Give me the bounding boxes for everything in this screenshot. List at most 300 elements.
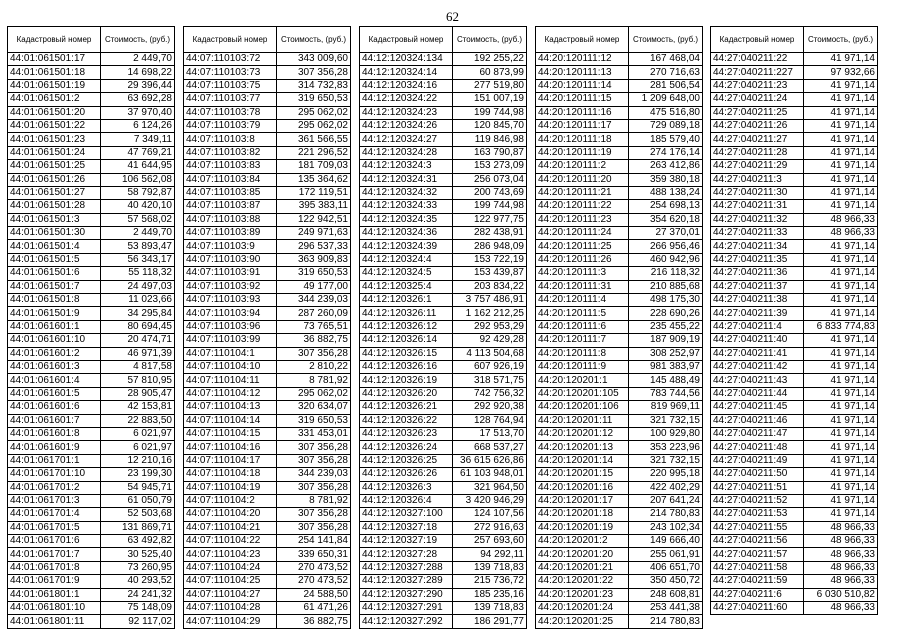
cost-cell: 163 790,87 (453, 146, 527, 159)
table-row (536, 200, 703, 213)
table-row (536, 414, 703, 427)
table-row (711, 575, 878, 588)
table-row (184, 401, 351, 414)
table-row (536, 160, 703, 173)
cost-cell: 14 698,22 (101, 66, 175, 79)
cost-cell: 73 765,51 (277, 320, 351, 333)
table-row (711, 146, 878, 159)
table-row (536, 79, 703, 92)
cost-cell: 292 953,29 (453, 320, 527, 333)
cadastral-number-cell: 44:27:040211:56 (711, 535, 804, 548)
table-header-row (536, 27, 703, 53)
cost-cell: 395 383,11 (277, 200, 351, 213)
cost-cell: 41 971,14 (804, 494, 878, 507)
cadastral-number-cell: 44:20:120111:3 (536, 267, 629, 280)
cadastral-number-cell: 44:27:040211:43 (711, 374, 804, 387)
cost-cell: 406 651,70 (629, 561, 703, 574)
cost-cell: 149 666,40 (629, 535, 703, 548)
cadastral-number-cell: 44:01:061501:7 (8, 280, 101, 293)
cadastral-number-cell: 44:12:120324:16 (360, 79, 453, 92)
cadastral-number-cell: 44:20:120111:6 (536, 320, 629, 333)
cost-cell: 80 694,45 (101, 320, 175, 333)
cadastral-number-cell: 44:20:120111:21 (536, 186, 629, 199)
cadastral-number-cell: 44:20:120111:16 (536, 106, 629, 119)
cadastral-number-cell: 44:01:061501:4 (8, 240, 101, 253)
cadastral-number-cell: 44:20:120111:13 (536, 66, 629, 79)
cadastral-number-cell: 44:27:040211:59 (711, 575, 804, 588)
cost-cell: 34 295,84 (101, 307, 175, 320)
cost-cell: 344 239,03 (277, 294, 351, 307)
header-cost: Стоимость, (руб.) (629, 27, 703, 53)
cost-cell: 475 516,80 (629, 106, 703, 119)
cadastral-number-cell: 44:01:061801:11 (8, 615, 101, 628)
table-row (8, 253, 175, 266)
table-row (360, 53, 527, 66)
cadastral-number-cell: 44:27:040211:6 (711, 588, 804, 601)
cost-cell: 295 062,02 (277, 106, 351, 119)
table-row (360, 575, 527, 588)
table-row (536, 146, 703, 159)
table-row (8, 441, 175, 454)
table-row (711, 213, 878, 226)
cost-cell: 94 292,11 (453, 548, 527, 561)
table-row (8, 374, 175, 387)
table-row (536, 588, 703, 601)
cadastral-number-cell: 44:20:120201:2 (536, 535, 629, 548)
cost-cell: 319 650,53 (277, 414, 351, 427)
header-cadastral-number: Кадастровый номер (8, 27, 101, 53)
cadastral-number-cell: 44:07:110103:99 (184, 334, 277, 347)
cadastral-number-cell: 44:20:120111:15 (536, 93, 629, 106)
cost-cell: 92 117,02 (101, 615, 175, 628)
table-row (536, 280, 703, 293)
table-row (184, 508, 351, 521)
cadastral-number-cell: 44:12:120327:289 (360, 575, 453, 588)
table-row (360, 213, 527, 226)
cost-cell: 3 757 486,91 (453, 294, 527, 307)
cadastral-number-cell: 44:01:061701:3 (8, 494, 101, 507)
table-row (184, 93, 351, 106)
table-row (184, 280, 351, 293)
cadastral-number-cell: 44:20:120201:106 (536, 401, 629, 414)
cost-cell: 1 209 648,00 (629, 93, 703, 106)
table-row (8, 427, 175, 440)
table-row (536, 508, 703, 521)
cadastral-number-cell: 44:20:120201:23 (536, 588, 629, 601)
cadastral-number-cell: 44:20:120111:8 (536, 347, 629, 360)
table-row (360, 186, 527, 199)
cost-cell: 58 792,87 (101, 186, 175, 199)
cost-cell: 361 566,55 (277, 133, 351, 146)
cadastral-number-cell: 44:12:120324:5 (360, 267, 453, 280)
table-row (8, 267, 175, 280)
cost-cell: 92 429,28 (453, 334, 527, 347)
table-row (8, 213, 175, 226)
cost-cell: 41 971,14 (804, 427, 878, 440)
cadastral-number-cell: 44:07:110104:27 (184, 588, 277, 601)
table-row (360, 173, 527, 186)
cost-cell: 286 948,09 (453, 240, 527, 253)
table-row (184, 334, 351, 347)
table-row (711, 427, 878, 440)
cost-cell: 4 113 504,68 (453, 347, 527, 360)
cadastral-number-cell: 44:20:120111:31 (536, 280, 629, 293)
cadastral-number-cell: 44:07:110104:16 (184, 441, 277, 454)
cost-cell: 56 343,17 (101, 253, 175, 266)
table-row (536, 347, 703, 360)
table-row (711, 602, 878, 615)
table-row (360, 93, 527, 106)
table-row (536, 267, 703, 280)
table-row (711, 401, 878, 414)
table-row (184, 548, 351, 561)
table-row (8, 481, 175, 494)
table-row (184, 53, 351, 66)
table-row (184, 615, 351, 628)
cost-cell: 41 971,14 (804, 454, 878, 467)
cost-cell: 42 153,81 (101, 401, 175, 414)
cadastral-number-cell: 44:12:120327:19 (360, 535, 453, 548)
table-row (8, 334, 175, 347)
cost-cell: 314 732,83 (277, 79, 351, 92)
table-row (711, 280, 878, 293)
cost-cell: 270 716,63 (629, 66, 703, 79)
cadastral-number-cell: 44:27:040211:41 (711, 347, 804, 360)
cadastral-table-5 (710, 26, 878, 615)
cost-cell: 181 709,03 (277, 160, 351, 173)
table-row (8, 508, 175, 521)
cost-cell: 41 971,14 (804, 119, 878, 132)
table-row (711, 481, 878, 494)
cadastral-number-cell: 44:12:120324:33 (360, 200, 453, 213)
cadastral-number-cell: 44:20:120201:21 (536, 561, 629, 574)
cadastral-number-cell: 44:01:061601:9 (8, 441, 101, 454)
cadastral-number-cell: 44:01:061501:20 (8, 106, 101, 119)
cost-cell: 498 175,30 (629, 294, 703, 307)
cadastral-number-cell: 44:12:120324:27 (360, 133, 453, 146)
table-row (536, 602, 703, 615)
cost-cell: 344 239,03 (277, 468, 351, 481)
cadastral-number-cell: 44:12:120324:14 (360, 66, 453, 79)
cadastral-number-cell: 44:20:120111:22 (536, 200, 629, 213)
cost-cell: 12 210,16 (101, 454, 175, 467)
cost-cell: 135 364,62 (277, 173, 351, 186)
cost-cell: 41 971,14 (804, 280, 878, 293)
cost-cell: 124 107,56 (453, 508, 527, 521)
cadastral-number-cell: 44:12:120326:12 (360, 320, 453, 333)
table-row (184, 294, 351, 307)
header-cadastral-number: Кадастровый номер (536, 27, 629, 53)
header-cost: Стоимость, (руб.) (277, 27, 351, 53)
cost-cell: 63 492,82 (101, 535, 175, 548)
cadastral-number-cell: 44:12:120327:28 (360, 548, 453, 561)
table-row (711, 227, 878, 240)
cost-cell: 61 103 948,01 (453, 468, 527, 481)
table-row (360, 401, 527, 414)
cost-cell: 41 971,14 (804, 133, 878, 146)
cost-cell: 199 744,98 (453, 200, 527, 213)
cadastral-number-cell: 44:07:110103:87 (184, 200, 277, 213)
table-row (8, 535, 175, 548)
cadastral-number-cell: 44:12:120327:288 (360, 561, 453, 574)
table-row (184, 588, 351, 601)
cost-cell: 63 692,28 (101, 93, 175, 106)
cadastral-number-cell: 44:12:120327:290 (360, 588, 453, 601)
table-row (711, 588, 878, 601)
cost-cell: 41 971,14 (804, 508, 878, 521)
cadastral-number-cell: 44:01:061501:5 (8, 253, 101, 266)
table-row (184, 133, 351, 146)
cost-cell: 321 732,15 (629, 454, 703, 467)
cost-cell: 282 438,91 (453, 227, 527, 240)
table-row (711, 106, 878, 119)
cost-cell: 41 644,95 (101, 160, 175, 173)
cadastral-number-cell: 44:20:120201:12 (536, 427, 629, 440)
cadastral-number-cell: 44:07:110104:23 (184, 548, 277, 561)
cost-cell: 36 882,75 (277, 334, 351, 347)
cost-cell: 122 942,51 (277, 213, 351, 226)
table-row (8, 468, 175, 481)
table-row (536, 106, 703, 119)
cadastral-number-cell: 44:20:120201:105 (536, 387, 629, 400)
cost-cell: 319 650,53 (277, 93, 351, 106)
table-row (8, 294, 175, 307)
table-row (360, 561, 527, 574)
cost-cell: 41 971,14 (804, 240, 878, 253)
table-row (536, 454, 703, 467)
table-row (184, 267, 351, 280)
cadastral-number-cell: 44:07:110104:1 (184, 347, 277, 360)
cadastral-number-cell: 44:27:040211:25 (711, 106, 804, 119)
cadastral-number-cell: 44:20:120111:7 (536, 334, 629, 347)
cost-cell: 41 971,14 (804, 401, 878, 414)
cadastral-number-cell: 44:27:040211:51 (711, 481, 804, 494)
cost-cell: 153 439,87 (453, 267, 527, 280)
cost-cell: 350 450,72 (629, 575, 703, 588)
cadastral-number-cell: 44:12:120324:22 (360, 93, 453, 106)
cost-cell: 248 608,81 (629, 588, 703, 601)
cost-cell: 235 455,22 (629, 320, 703, 333)
cost-cell: 48 966,33 (804, 561, 878, 574)
cadastral-number-cell: 44:27:040211:24 (711, 93, 804, 106)
cost-cell: 272 916,63 (453, 521, 527, 534)
cadastral-number-cell: 44:27:040211:31 (711, 200, 804, 213)
table-row (711, 387, 878, 400)
table-row (360, 160, 527, 173)
table-row (184, 468, 351, 481)
table-row (360, 441, 527, 454)
table-row (184, 360, 351, 373)
cost-cell: 307 356,28 (277, 347, 351, 360)
cadastral-number-cell: 44:12:120324:134 (360, 53, 453, 66)
table-row (711, 468, 878, 481)
cost-cell: 48 966,33 (804, 521, 878, 534)
table-row (711, 334, 878, 347)
cadastral-number-cell: 44:01:061601:8 (8, 427, 101, 440)
table-row (360, 79, 527, 92)
cost-cell: 354 620,18 (629, 213, 703, 226)
cost-cell: 46 971,39 (101, 347, 175, 360)
cost-cell: 139 718,83 (453, 602, 527, 615)
cost-cell: 73 260,95 (101, 561, 175, 574)
cost-cell: 122 977,75 (453, 213, 527, 226)
cadastral-number-cell: 44:07:110103:9 (184, 240, 277, 253)
cadastral-number-cell: 44:01:061601:7 (8, 414, 101, 427)
table-row (536, 615, 703, 628)
cadastral-number-cell: 44:27:040211:33 (711, 227, 804, 240)
cadastral-number-cell: 44:07:110104:17 (184, 454, 277, 467)
cadastral-number-cell: 44:07:110103:85 (184, 186, 277, 199)
cadastral-number-cell: 44:12:120324:36 (360, 227, 453, 240)
cadastral-number-cell: 44:20:120111:20 (536, 173, 629, 186)
table-row (536, 441, 703, 454)
cost-cell: 321 732,15 (629, 414, 703, 427)
table-row (360, 387, 527, 400)
cost-cell: 57 810,95 (101, 374, 175, 387)
cost-cell: 460 942,96 (629, 253, 703, 266)
cadastral-number-cell: 44:20:120111:2 (536, 160, 629, 173)
table-row (711, 53, 878, 66)
cadastral-number-cell: 44:07:110104:18 (184, 468, 277, 481)
cadastral-number-cell: 44:01:061801:10 (8, 602, 101, 615)
cadastral-number-cell: 44:12:120324:3 (360, 160, 453, 173)
cadastral-number-cell: 44:20:120201:22 (536, 575, 629, 588)
cadastral-number-cell: 44:07:110104:24 (184, 561, 277, 574)
cadastral-number-cell: 44:07:110103:72 (184, 53, 277, 66)
cadastral-number-cell: 44:27:040211:4 (711, 320, 804, 333)
cadastral-number-cell: 44:27:040211:42 (711, 360, 804, 373)
cadastral-number-cell: 44:20:120111:25 (536, 240, 629, 253)
table-row (536, 494, 703, 507)
cadastral-number-cell: 44:27:040211:55 (711, 521, 804, 534)
table-row (711, 173, 878, 186)
cost-cell: 257 693,60 (453, 535, 527, 548)
cost-cell: 296 537,33 (277, 240, 351, 253)
cadastral-number-cell: 44:01:061801:1 (8, 588, 101, 601)
table-row (536, 93, 703, 106)
table-row (184, 186, 351, 199)
cadastral-number-cell: 44:12:120324:35 (360, 213, 453, 226)
cost-cell: 254 141,84 (277, 535, 351, 548)
cost-cell: 185 579,40 (629, 133, 703, 146)
cadastral-number-cell: 44:07:110104:28 (184, 602, 277, 615)
cadastral-number-cell: 44:01:061701:10 (8, 468, 101, 481)
table-row (360, 119, 527, 132)
cadastral-number-cell: 44:12:120326:15 (360, 347, 453, 360)
table-row (8, 66, 175, 79)
table-row (536, 481, 703, 494)
cadastral-number-cell: 44:27:040211:46 (711, 414, 804, 427)
table-row (8, 615, 175, 628)
cadastral-number-cell: 44:27:040211:50 (711, 468, 804, 481)
table-row (8, 561, 175, 574)
table-row (711, 441, 878, 454)
cost-cell: 215 736,72 (453, 575, 527, 588)
cadastral-number-cell: 44:07:110104:10 (184, 360, 277, 373)
cost-cell: 153 722,19 (453, 253, 527, 266)
cadastral-number-cell: 44:27:040211:47 (711, 427, 804, 440)
cadastral-number-cell: 44:27:040211:44 (711, 387, 804, 400)
cost-cell: 41 971,14 (804, 334, 878, 347)
table-row (8, 387, 175, 400)
cost-cell: 97 932,66 (804, 66, 878, 79)
cost-cell: 742 756,32 (453, 387, 527, 400)
table-row (184, 521, 351, 534)
cost-cell: 41 971,14 (804, 267, 878, 280)
cadastral-number-cell: 44:07:110103:89 (184, 227, 277, 240)
cadastral-number-cell: 44:20:120201:1 (536, 374, 629, 387)
cost-cell: 3 420 946,29 (453, 494, 527, 507)
table-row (8, 79, 175, 92)
cost-cell: 353 223,96 (629, 441, 703, 454)
cost-cell: 249 971,63 (277, 227, 351, 240)
cost-cell: 17 513,70 (453, 427, 527, 440)
table-row (360, 146, 527, 159)
table-row (536, 119, 703, 132)
cadastral-number-cell: 44:01:061701:8 (8, 561, 101, 574)
table-row (360, 468, 527, 481)
cost-cell: 220 995,18 (629, 468, 703, 481)
cost-cell: 607 926,19 (453, 360, 527, 373)
cadastral-number-cell: 44:12:120327:292 (360, 615, 453, 628)
table-row (360, 294, 527, 307)
table-row (184, 173, 351, 186)
cadastral-number-cell: 44:07:110103:82 (184, 146, 277, 159)
cadastral-number-cell: 44:07:110103:94 (184, 307, 277, 320)
table-row (711, 347, 878, 360)
cadastral-number-cell: 44:01:061601:1 (8, 320, 101, 333)
header-cost: Стоимость, (руб.) (804, 27, 878, 53)
table-row (8, 106, 175, 119)
table-row (711, 240, 878, 253)
cadastral-number-cell: 44:12:120324:32 (360, 186, 453, 199)
table-row (711, 494, 878, 507)
table-row (711, 253, 878, 266)
cost-cell: 307 356,28 (277, 441, 351, 454)
cost-cell: 57 568,02 (101, 213, 175, 226)
cadastral-number-cell: 44:12:120326:19 (360, 374, 453, 387)
cadastral-number-cell: 44:01:061701:4 (8, 508, 101, 521)
table-row (360, 494, 527, 507)
table-row (184, 387, 351, 400)
cadastral-number-cell: 44:07:110103:91 (184, 267, 277, 280)
cadastral-number-cell: 44:27:040211:29 (711, 160, 804, 173)
cost-cell: 221 296,52 (277, 146, 351, 159)
cost-cell: 228 690,26 (629, 307, 703, 320)
cadastral-number-cell: 44:01:061501:25 (8, 160, 101, 173)
cadastral-number-cell: 44:01:061501:6 (8, 267, 101, 280)
cadastral-number-cell: 44:01:061701:1 (8, 454, 101, 467)
cost-cell: 41 971,14 (804, 93, 878, 106)
cost-cell: 41 971,14 (804, 146, 878, 159)
cadastral-number-cell: 44:01:061601:3 (8, 360, 101, 373)
cost-cell: 20 474,71 (101, 334, 175, 347)
header-cadastral-number: Кадастровый номер (360, 27, 453, 53)
cadastral-number-cell: 44:20:120111:26 (536, 253, 629, 266)
cost-cell: 22 883,50 (101, 414, 175, 427)
cost-cell: 256 073,04 (453, 173, 527, 186)
table-row (8, 320, 175, 333)
cost-cell: 41 971,14 (804, 294, 878, 307)
cost-cell: 48 966,33 (804, 213, 878, 226)
table-row (8, 119, 175, 132)
cadastral-number-cell: 44:27:040211:36 (711, 267, 804, 280)
cost-cell: 307 356,28 (277, 481, 351, 494)
cost-cell: 120 845,70 (453, 119, 527, 132)
table-row (8, 360, 175, 373)
table-row (360, 414, 527, 427)
table-row (184, 213, 351, 226)
